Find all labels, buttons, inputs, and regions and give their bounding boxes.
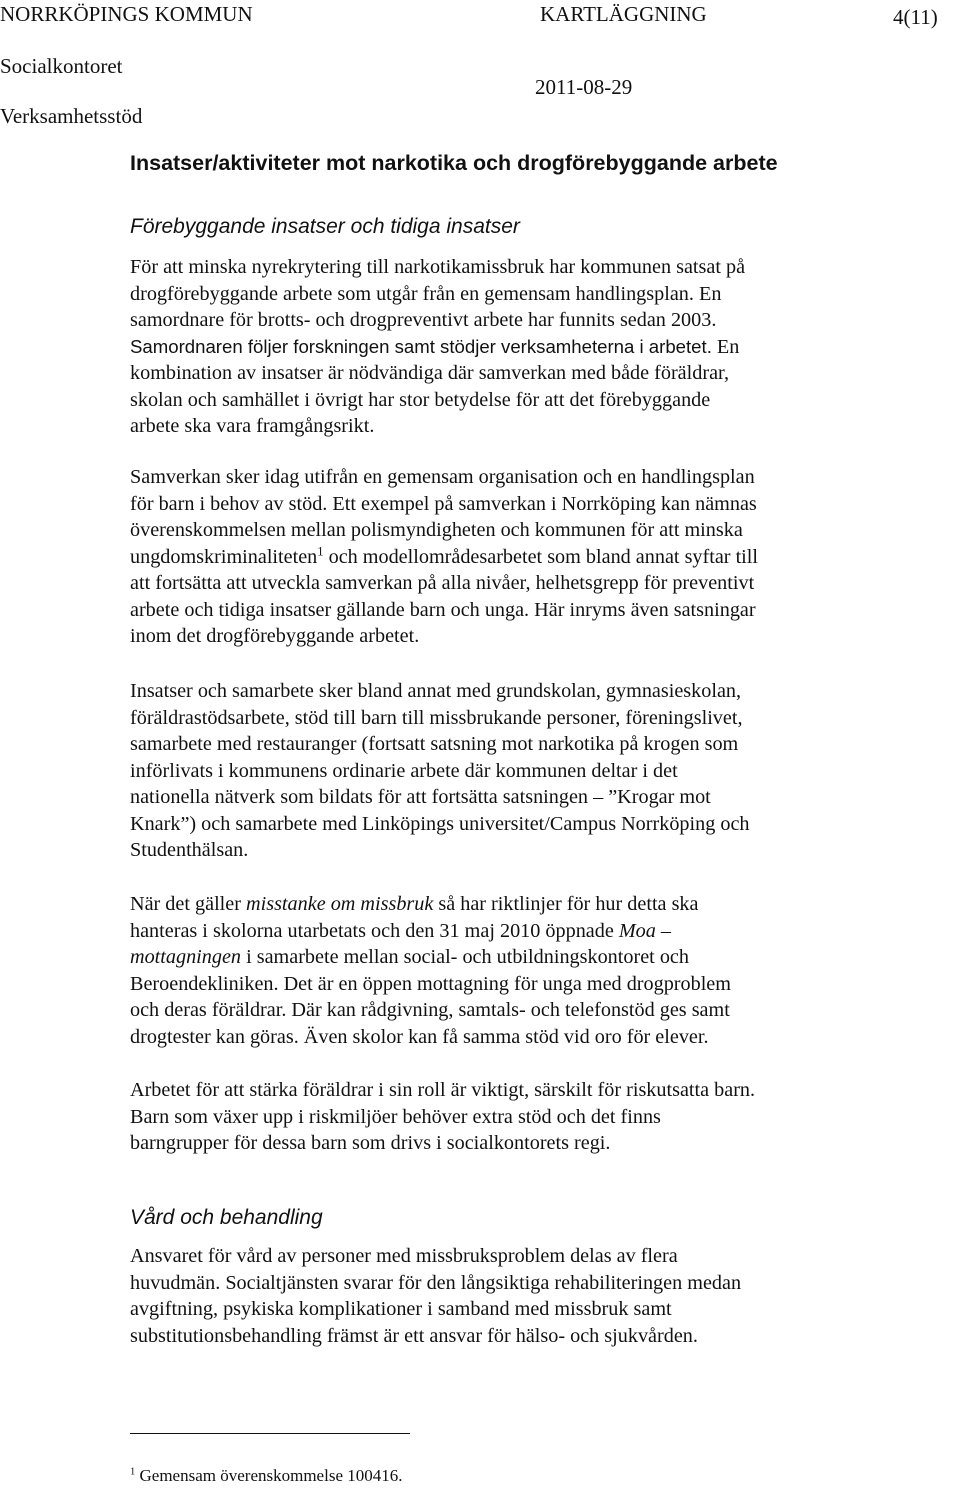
text-line: att fortsätta att utveckla samverkan på alla nivåer, helhetsgrepp för preventivt [130,572,755,594]
header-org: NORRKÖPINGS KOMMUN [0,2,253,26]
emphasis-text: Moa – [618,919,672,942]
footnote-mark: 1 [130,1466,136,1478]
text-line: införlivats i kommunens ordinarie arbete där kommunen deltar i det [130,759,678,782]
text-line: samarbete med restauranger (fortsatt satsning mot narkotika på krogen som [130,733,739,755]
text-line [130,544,930,571]
text-line: arbete och tidiga insatser gällande barn och unga. Här inryms även satsningar [130,598,756,621]
paragraph-prevention-1 [130,254,930,440]
text-line [130,918,930,945]
text-line: Beroendekliniken. Det är en öppen mottagning för unga med drogproblem [130,972,731,995]
text-line: Insatser och samarbete sker bland annat med grundskolan, gymnasieskolan, [130,680,742,702]
text-line: barngrupper för dessa barn som drivs i socialkontorets regi. [130,1132,611,1154]
text-line: substitutionsbehandling främst är ett ansvar för hälso- och sjukvården. [130,1324,698,1347]
header-page-number: 4(11) [893,5,938,29]
footnote-divider [130,1433,410,1434]
text-line: föräldrastödsarbete, stöd till barn till missbrukande personer, föreningslivet, [130,706,743,729]
text-segment: När det gäller [130,893,241,915]
text-segment: Ett exempel på samverkan i Norrköping kan nämnas [332,492,757,515]
text-segment: så har riktlinjer för hur detta ska [438,893,699,915]
text-line: drogförebyggande arbete som utgår från en gemensam handlingsplan. En [130,282,722,305]
text-line: nationella nätverk som bildats för att fortsätta satsningen – ”Krogar mot [130,786,711,808]
text-line: Samverkan sker idag utifrån en gemensam organisation och en handlingsplan [130,466,755,488]
text-line: och deras föräldrar. Där kan rådgivning, samtals- och telefonstöd ges samt [130,999,730,1021]
text-segment: och modellområdesarbetet som bland annat syftar till [328,545,759,568]
text-line: arbete ska vara framgångsrikt. [130,415,375,437]
header-date: 2011-08-29 [535,75,633,99]
page-title: Insatser/aktiviteter mot narkotika och drogförebyggande arbete [130,151,778,175]
text-line [130,891,930,918]
footnote-text: Gemensam överenskommelse 100416. [139,1466,403,1485]
text-segment: Samordnaren följer forskningen samt stödjer verksamheterna i arbetet. [130,335,712,357]
paragraph-prevention-5 [130,1077,930,1157]
paragraph-care-1 [130,1243,930,1349]
text-segment: ungdomskriminaliteten [130,545,318,568]
emphasis-text: misstanke om missbruk [246,893,434,915]
text-line: kombination av insatser är nödvändiga där samverkan med både föräldrar, [130,362,729,384]
text-line [130,491,930,518]
paragraph-prevention-4 [130,891,930,1050]
footnote-reference[interactable]: 1 [317,543,324,558]
text-line [130,334,930,361]
header-office: Socialkontoret [0,54,123,78]
text-line: inom det drogförebyggande arbetet. [130,625,420,647]
text-line: drogtester kan göras. Även skolor kan få samma stöd vid oro för elever. [130,1025,709,1048]
text-line: avgiftning, psykiska komplikationer i samband med missbruk samt [130,1298,672,1320]
text-line: Barn som växer upp i riskmiljöer behöver extra stöd och det finns [130,1105,661,1128]
emphasis-text: mottagningen [130,946,242,968]
section-heading-prevention: Förebyggande insatser och tidiga insatser [130,215,520,238]
header-unit: Verksamhetsstöd [0,104,143,128]
text-line: För att minska nyrekrytering till narkotikamissbruk har kommunen satsat på [130,256,746,278]
text-line: samordnare för brotts- och drogpreventivt arbete har funnits sedan 2003. [130,309,717,331]
text-segment: för barn i behov av stöd. [130,492,328,515]
text-line: Ansvaret för vård av personer med missbruksproblem delas av flera [130,1245,678,1267]
text-line [130,944,930,971]
header-doc-type: KARTLÄGGNING [540,2,707,26]
text-line: överenskommelsen mellan polismyndigheten och kommunen för att minska [130,519,743,541]
text-segment: hanteras i skolorna utarbetats och den 31 maj 2010 öppnade [130,919,614,942]
footnote [130,1466,402,1486]
text-line: Studenthälsan. [130,839,249,861]
text-segment: En [716,335,740,358]
text-line: skolan och samhället i övrigt har stor betydelse för att det förebyggande [130,388,711,411]
text-line: Arbetet för att stärka föräldrar i sin roll är viktigt, särskilt för riskutsatta barn. [130,1079,756,1101]
text-line: huvudmän. Socialtjänsten svarar för den långsiktiga rehabiliteringen medan [130,1271,742,1294]
paragraph-prevention-3 [130,678,930,864]
section-heading-care: Vård och behandling [130,1206,323,1229]
text-line: Knark”) och samarbete med Linköpings universitet/Campus Norrköping och [130,812,750,835]
text-segment: i samarbete mellan social- och utbildningskontoret och [246,946,689,968]
paragraph-prevention-2 [130,464,930,650]
